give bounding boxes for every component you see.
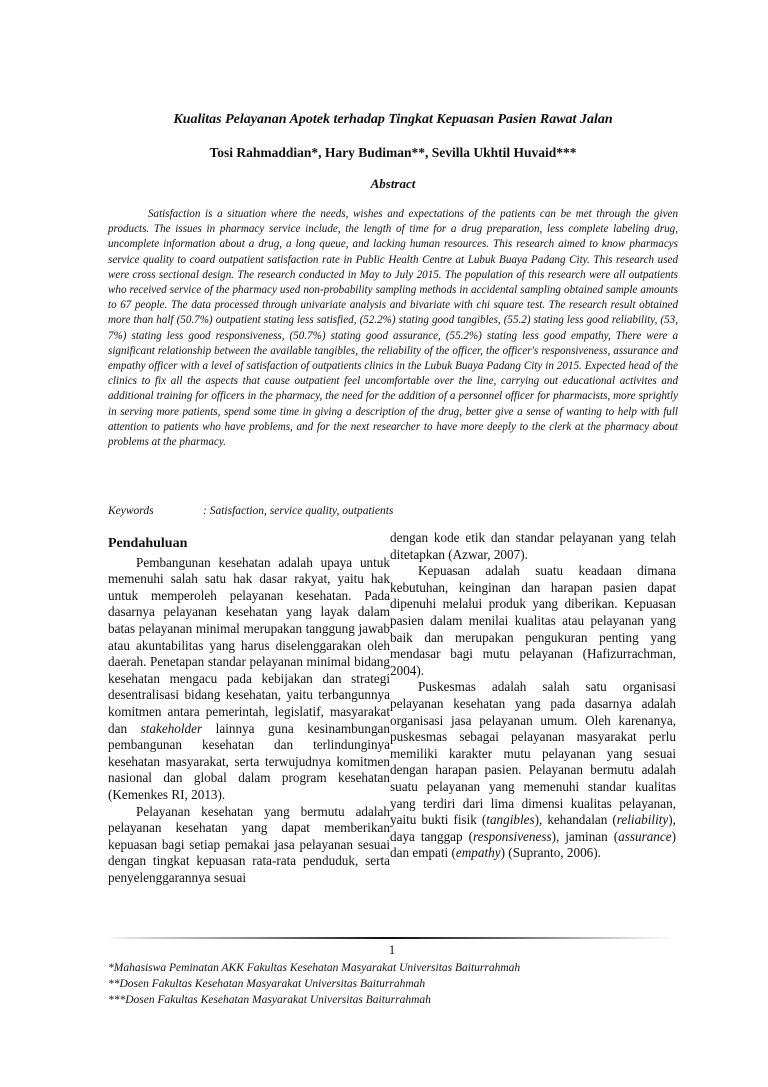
footer-divider bbox=[108, 937, 676, 939]
keywords-label: Keywords bbox=[108, 505, 154, 517]
footnote-3: ***Dosen Fakultas Kesehatan Masyarakat Universitas Baiturrahmah bbox=[108, 994, 431, 1006]
abstract-body: Satisfaction is a situation where the needs, wishes and expectations of the patients can be met through the given products. The issues in pharmacy service include, the length of time for a drug preparation, less complete labeling drug, uncomplete information about a drug, a long queue, and lacking human resources. This research aimed to know pharmacys service quality to coard outpatient satisfaction rate in Public Health Centre at Lubuk Buaya Padang City. This research used were cross sectional design. The research conducted in May to July 2015. The population of this research were all outpatients who received service of the pharmacy used non-probability sampling methods in accidental sampling obtained sample amounts to 67 people. The data processed through univariate analysis and bivariate with chi square test. The research result obtained more than half (50.7%) outpatient stating less satisfied, (52.2%) stating good tangibles, (55.2) stating less good reliability, (53, 7%) stating less good responsiveness, (50.7%) stating good assurance, (55.2%) stating less good empathy, There were a significant relationship between the available tangibles, the reliability of the officer, the officer's responsiveness, assurance and empathy officer with a level of satisfaction of outpatients clinics in the Lubuk Buaya Padang City in 2015. Expected head of the clinics to fix all the aspects that cause outpatient feel uncomfortable over the line, carrying out educational activites and additional training for officers in the pharmacy, the need for the addition of a personnel officer for pharmacists, more sprightly in serving more patients, spend some time in giving a description of the drug, better give a sense of wanting to help with full attention to patients who have problems, and for the next researcher to have more deeply to the clerk at the pharmacy about problems at the pharmacy. bbox=[108, 208, 678, 449]
intro-paragraph-4-part-c: ), daya tanggap ( bbox=[390, 812, 676, 844]
intro-paragraph-4-part-a: Puskesmas adalah salah satu organisasi pelayanan kesehatan yang pada dasarnya adalah organisasi jasa pelayanan umum. Oleh karenanya, puskesmas sebagai pelayanan masyarakat perlu memiliki karakter mutu pelayanan yang sesuai dengan harapan pasien. Pelayanan bermutu adalah suatu pelayanan yang memenuhi standar kualitas yang terdiri dari lima dimensi kualitas pelayanan, yaitu bukti fisik ( bbox=[390, 679, 676, 828]
intro-paragraph-1 bbox=[108, 555, 390, 804]
intro-paragraph-1-part-b: lainnya guna kesinambungan pembangunan kesehatan dan terlindunginya kesehatan masyarakat, serta terwujudnya komitmen nasional dan global dalam program kesehatan (Kemenkes RI, 2013). bbox=[108, 720, 390, 802]
paper-title: Kualitas Pelayanan Apotek terhadap Tingkat Kepuasan Pasien Rawat Jalan bbox=[173, 112, 613, 127]
intro-paragraph-4-part-b: ), kehandalan ( bbox=[534, 812, 617, 828]
term-empathy: empathy bbox=[455, 845, 501, 861]
stakeholder-term: stakeholder bbox=[140, 720, 203, 736]
intro-paragraph-1-part-a: Pembangunan kesehatan adalah upaya untuk memenuhi salah satu hak dasar rakyat, yaitu hak untuk memperoleh pelayanan kesehatan. Pada dasarnya pelayanan kesehatan yang layak dalam batas pelayanan minimal merupakan tanggung jawab atau akuntabilitas yang harus diselenggarakan oleh daerah. Penetapan standar pelayanan minimal bidang kesehatan mengacu pada kebijakan dan strategi desentralisasi bidang kesehatan, yaitu terbangunnya komitmen antara pemerintah, legislatif, masyarakat dan bbox=[108, 554, 390, 736]
term-tangibles: tangibles bbox=[486, 812, 535, 828]
intro-paragraph-2-continued: dengan kode etik dan standar pelayanan yang telah ditetapkan (Azwar, 2007). bbox=[390, 530, 676, 562]
term-reliability: reliability bbox=[616, 812, 669, 828]
footnote-2: **Dosen Fakultas Kesehatan Masyarakat Universitas Baiturrahmah bbox=[108, 978, 426, 990]
right-column bbox=[390, 530, 676, 862]
footnotes bbox=[108, 960, 676, 1008]
abstract-heading: Abstract bbox=[370, 176, 416, 191]
intro-paragraph-3: Kepuasan adalah suatu keadaan dimana kebutuhan, keinginan dan harapan pasien dapat dipenuhi melalui produk yang diberikan. Kepuasan pasien dalam menilai kualitas atau pelayanan yang baik dan merupakan pengukuran penting yang mendasar bagi mutu pelayanan (Hafizurrachman, 2004). bbox=[390, 563, 676, 678]
footnote-1: *Mahasiswa Peminatan AKK Fakultas Kesehatan Masyarakat Universitas Baiturrahmah bbox=[108, 962, 521, 974]
term-responsiveness: responsiveness bbox=[472, 828, 552, 844]
keywords-value: : Satisfaction, service quality, outpatients bbox=[203, 505, 394, 517]
term-assurance: assurance bbox=[618, 828, 672, 844]
author-list: Tosi Rahmaddian*, Hary Budiman**, Sevilla Ukhtil Huvaid*** bbox=[209, 145, 577, 160]
intro-paragraph-4-part-d: ), jaminan ( bbox=[551, 828, 619, 844]
keywords-line bbox=[108, 505, 678, 517]
left-column bbox=[108, 530, 390, 886]
intro-paragraph-4 bbox=[390, 679, 676, 862]
page-number: 1 bbox=[388, 942, 396, 957]
section-heading-introduction: Pendahuluan bbox=[108, 536, 188, 551]
intro-paragraph-2: Pelayanan kesehatan yang bermutu adalah pelayanan kesehatan yang dapat memberikan kepuasan bagi setiap pemakai jasa pelayanan sesuai dengan tingkat kepuasan rata-rata penduduk, serta penyelenggarannya sesuai bbox=[108, 803, 390, 885]
intro-paragraph-4-part-e: ) dan empati ( bbox=[390, 828, 677, 861]
intro-paragraph-4-part-f: ) (Supranto, 2006). bbox=[500, 845, 601, 861]
